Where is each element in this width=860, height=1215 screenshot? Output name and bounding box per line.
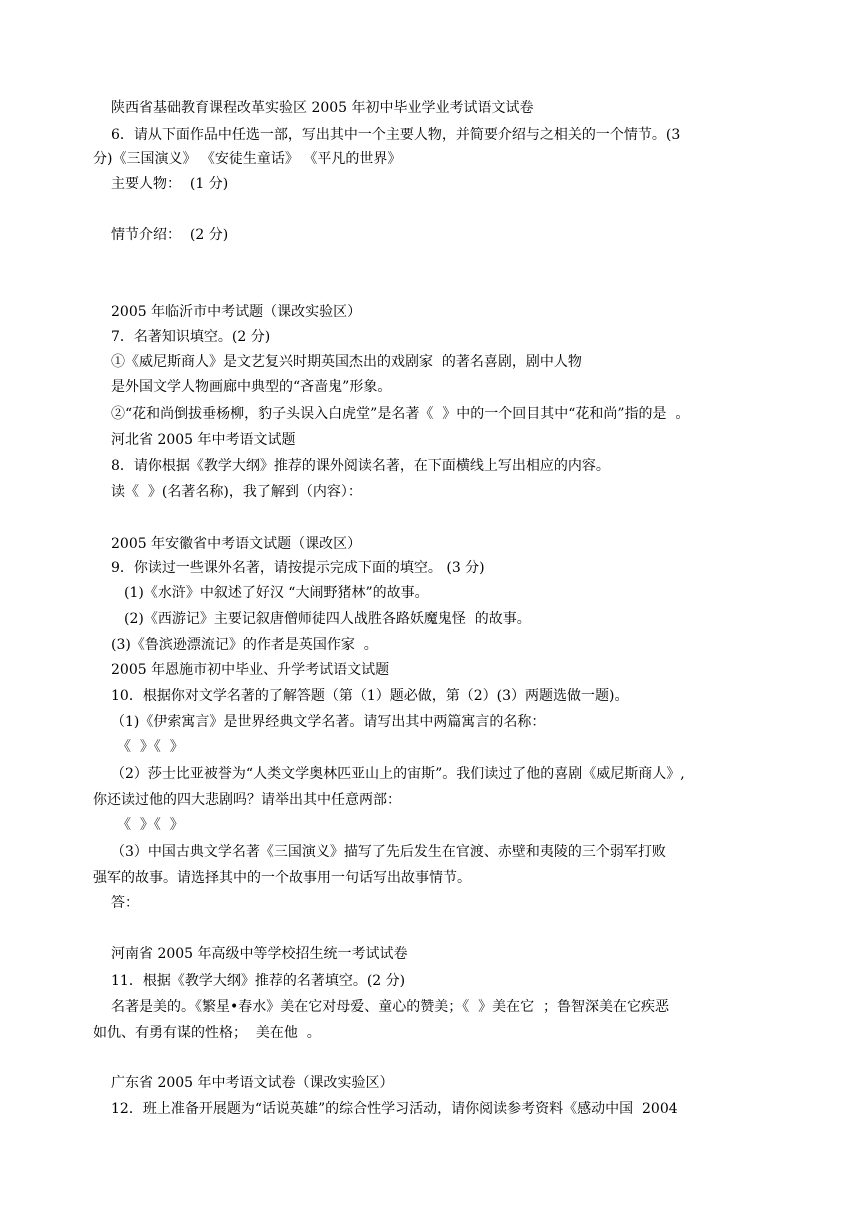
question-9-item-3: (3)《鲁滨逊漂流记》的作者是英国作家 。 <box>111 637 378 653</box>
plot-intro-label: 情节介绍： (2 分) <box>111 227 229 243</box>
heading-linyi-exam: 2005 年临沂市中考试题（课改实验区） <box>111 304 362 320</box>
question-9-item-1: (1)《水浒》中叙述了好汉 “大闹野猪林”的故事。 <box>124 585 429 601</box>
question-7-item-2: ②“花和尚倒拔垂杨柳，豹子头误入白虎堂”是名著《 》中的一个回目其中“花和尚”指的是 。 <box>111 406 690 422</box>
question-11-line-2: 如仇、有勇有谋的性格； 美在他 。 <box>93 1025 321 1041</box>
question-10-part-2-line-1: （2）莎士比亚被誉为“人类文学奥林匹亚山上的宙斯”。我们读过了他的喜剧《威尼斯商人》, <box>111 766 685 782</box>
main-character-label: 主要人物： (1 分) <box>111 176 229 192</box>
question-10-part-2-line-2: 你还读过他的四大悲剧吗？请举出其中任意两部： <box>93 792 401 808</box>
question-11-line-1: 名著是美的。《繁星•春水》美在它对母爱、童心的赞美；《 》美在它 ；鲁智深美在它疾恶 <box>111 999 670 1015</box>
heading-hebei-exam: 河北省 2005 年中考语文试题 <box>111 432 296 448</box>
question-10-part-3-line-1: （3）中国古典文学名著《三国演义》描写了先后发生在官渡、赤壁和夷陵的三个弱军打败 <box>111 844 666 860</box>
question-11: 11．根据《教学大纲》推荐的名著填空。(2 分) <box>111 973 406 989</box>
heading-anhui-exam: 2005 年安徽省中考语文试题（课改区） <box>111 536 362 552</box>
question-8-answer-line: 读《 》(名著名称)，我了解到（内容）： <box>111 484 362 500</box>
heading-shaanxi-exam: 陕西省基础教育课程改革实验区 2005 年初中毕业学业考试语文试卷 <box>111 100 534 116</box>
question-9-item-2: (2)《西游记》主要记叙唐僧师徒四人战胜各路妖魔鬼怪 的故事。 <box>124 611 531 627</box>
question-12: 12．班上准备开展题为“话说英雄”的综合性学习活动，请你阅读参考资料《感动中国 2004 <box>111 1101 678 1117</box>
question-8: 8．请你根据《教学大纲》推荐的课外阅读名著，在下面横线上写出相应的内容。 <box>111 458 610 474</box>
question-7-item-1-line-1: ①《威尼斯商人》是文艺复兴时期英国杰出的戏剧家 的著名喜剧，剧中人物 <box>111 354 582 370</box>
question-7-item-1-line-2: 是外国文学人物画廊中典型的“吝啬鬼”形象。 <box>111 379 392 395</box>
question-10-answer-label: 答： <box>111 895 139 911</box>
question-10-part-1: （1)《伊索寓言》是世界经典文学名著。请写出其中两篇寓言的名称： <box>111 714 546 730</box>
heading-enshi-exam: 2005 年恩施市初中毕业、升学考试语文试题 <box>111 662 390 678</box>
question-10-part-1-blanks: 《 》《 》 <box>117 739 184 755</box>
question-10: 10．根据你对文学名著的了解答题（第（1）题必做，第（2）(3）两题选做一题)。 <box>111 688 629 704</box>
heading-henan-exam: 河南省 2005 年高级中等学校招生统一考试试卷 <box>111 946 408 962</box>
question-10-part-2-blanks: 《 》《 》 <box>117 817 184 833</box>
heading-guangdong-exam: 广东省 2005 年中考语文试卷（课改实验区） <box>111 1075 394 1091</box>
question-9: 9．你读过一些课外名著，请按提示完成下面的填空。 (3 分) <box>111 560 485 576</box>
question-10-part-3-line-2: 强军的故事。请选择其中的一个故事用一句话写出故事情节。 <box>93 870 471 886</box>
question-6-line-1: 6．请从下面作品中任选一部，写出其中一个主要人物，并简要介绍与之相关的一个情节。(3 <box>111 127 681 143</box>
question-7: 7．名著知识填空。(2 分) <box>111 329 271 345</box>
question-6-line-2: 分)《三国演义》 《安徒生童话》 《平凡的世界》 <box>93 151 402 167</box>
